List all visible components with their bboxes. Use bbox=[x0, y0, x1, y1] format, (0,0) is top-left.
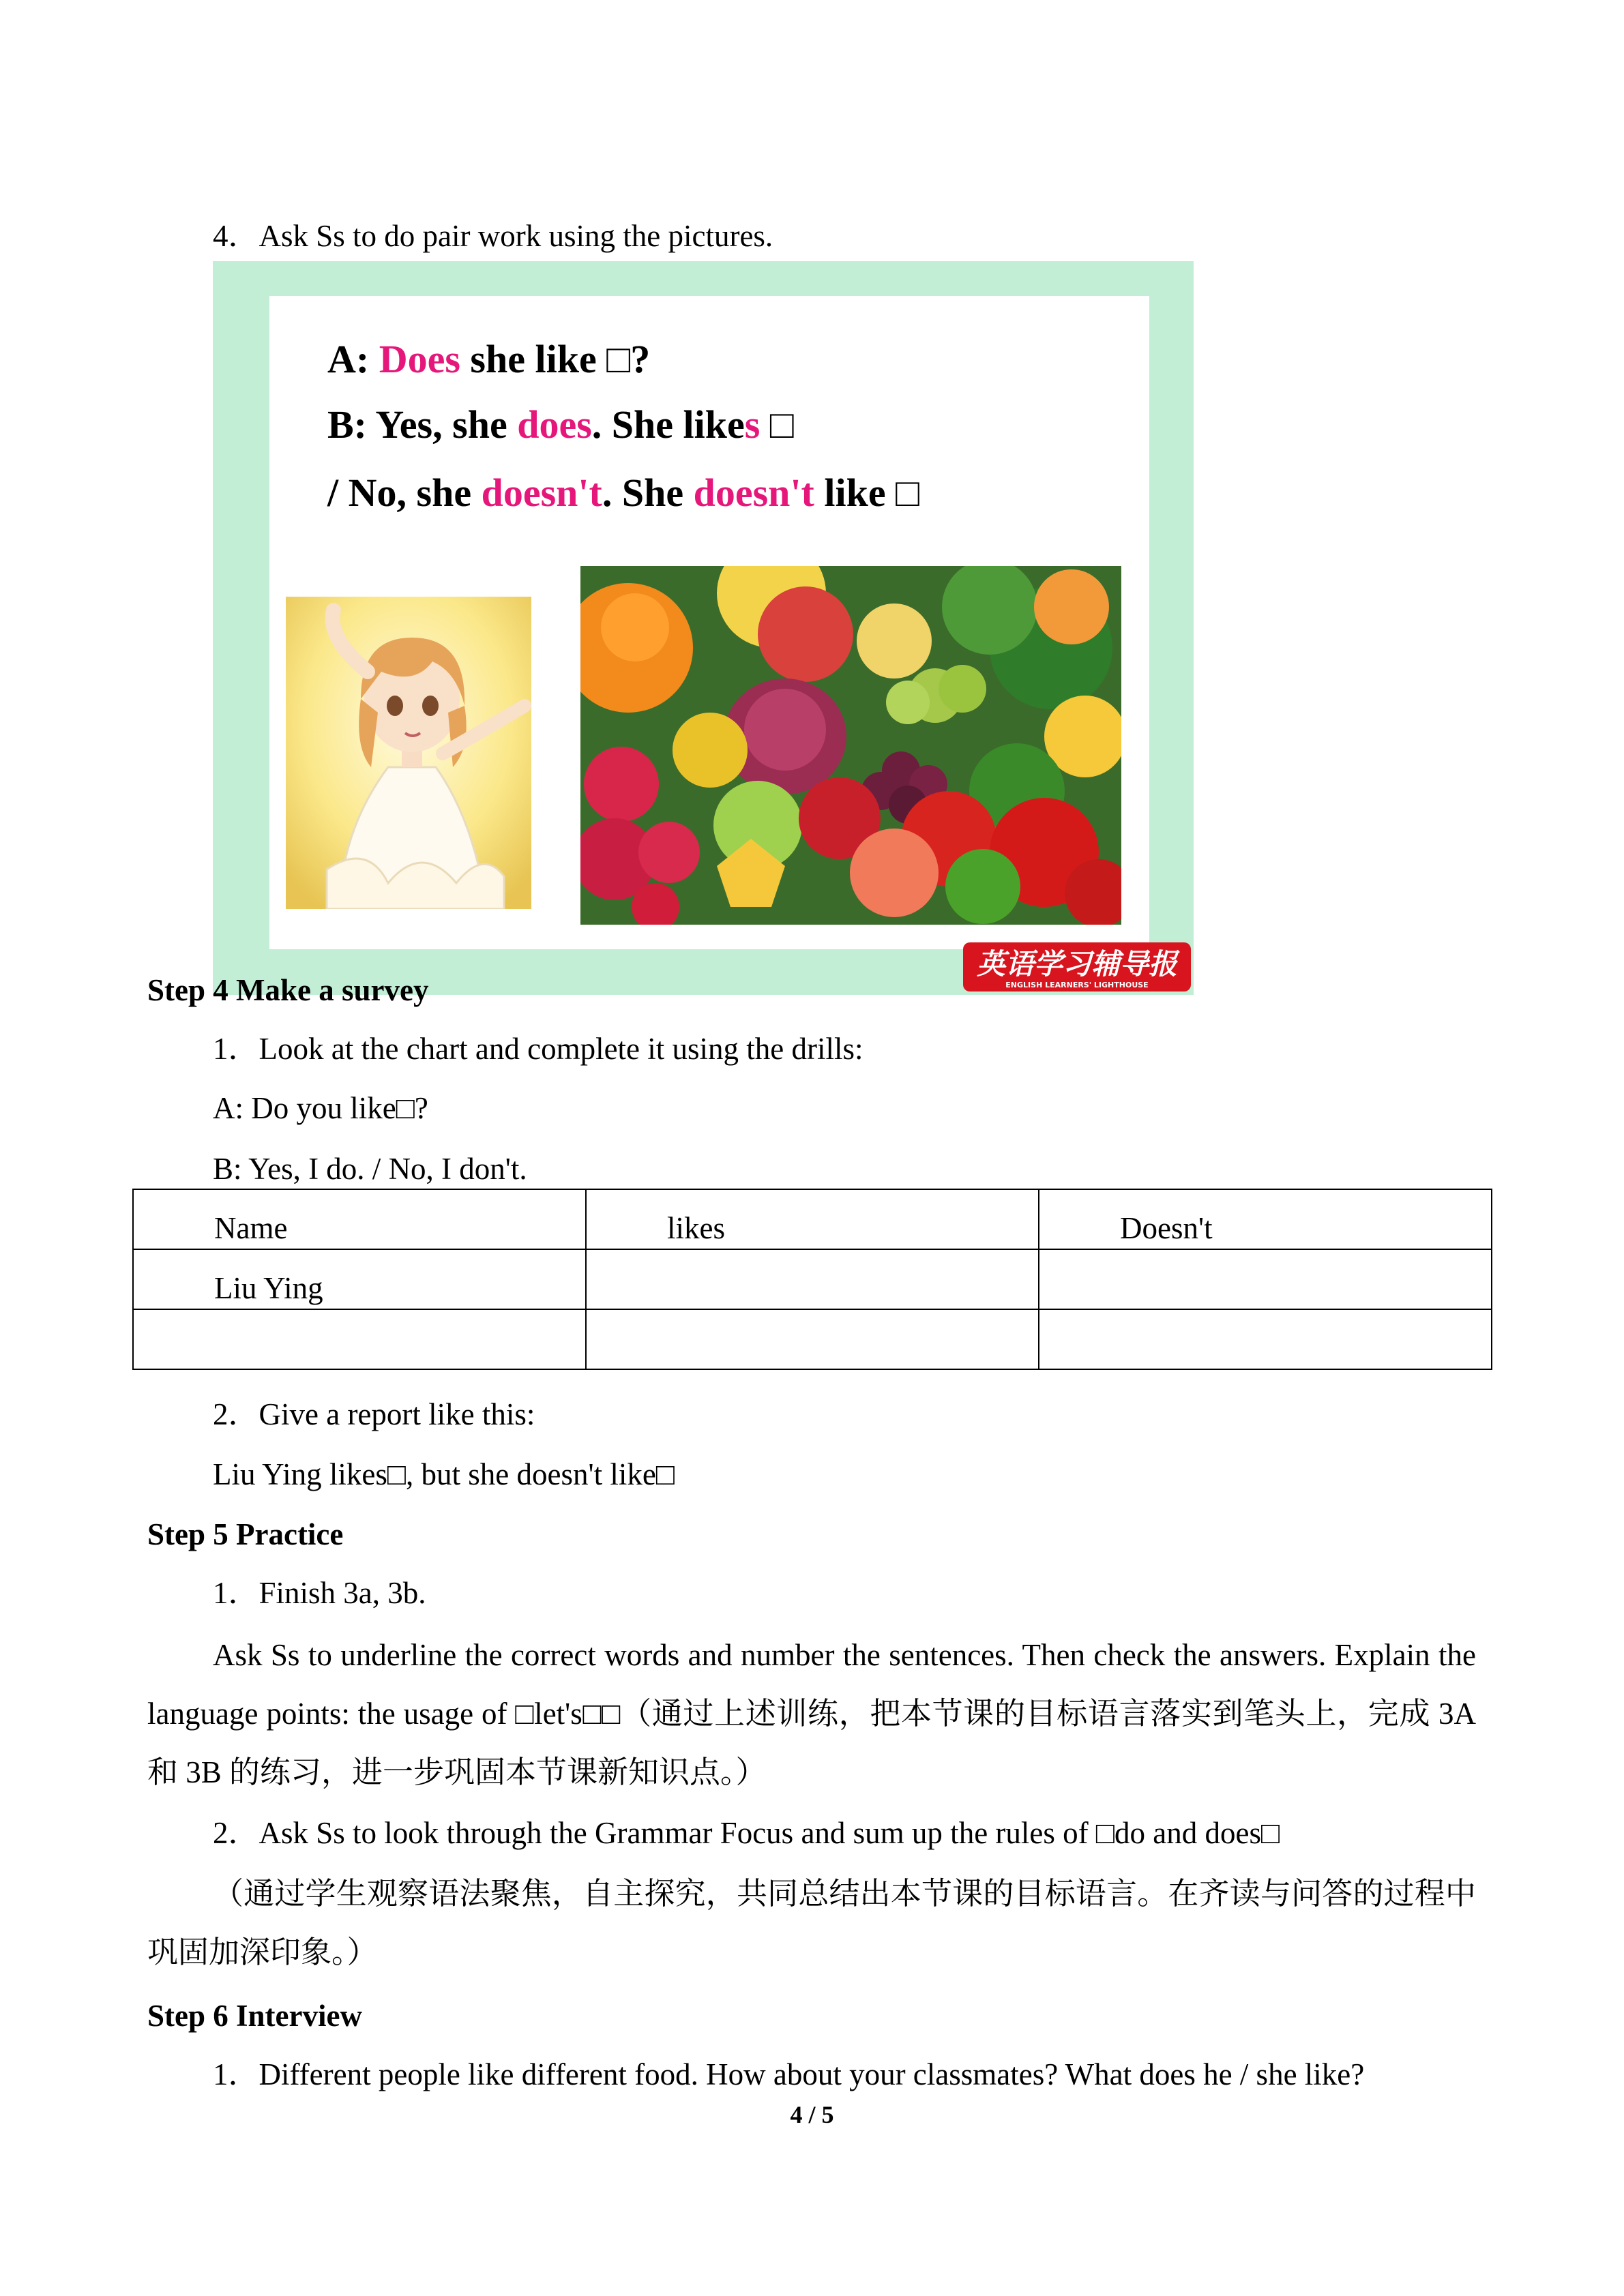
slide-line3-doesnt: doesn't bbox=[481, 471, 602, 515]
table-header-cell: Doesn't bbox=[1039, 1189, 1492, 1249]
table-row bbox=[133, 1309, 1492, 1369]
page-number: 4 / 5 bbox=[790, 2101, 834, 2128]
table-header-cell: likes bbox=[586, 1189, 1039, 1249]
step5-heading: Step 5 Practice bbox=[147, 1517, 344, 1551]
table-header-row bbox=[133, 1189, 1492, 1249]
table-cell bbox=[586, 1249, 1039, 1309]
table-cell bbox=[1039, 1249, 1492, 1309]
slide-line-no bbox=[327, 466, 919, 520]
slide-line-question bbox=[327, 332, 650, 387]
step6-heading: Step 6 Interview bbox=[147, 1999, 362, 2033]
step5-paragraph2: （通过学生观察语法聚焦，自主探究，共同总结出本节课的目标语言。在齐读与问答的过程中巩固加深印象。） bbox=[147, 1877, 1476, 1969]
table-cell: Liu Ying bbox=[133, 1249, 586, 1309]
step5-item2: 2．Ask Ss to look through the Grammar Focus and sum up the rules of □do and does□ bbox=[213, 1816, 1280, 1850]
step4-drill-b: B: Yes, I do. / No, I don't. bbox=[213, 1152, 527, 1186]
slide-line-yes bbox=[327, 398, 794, 452]
fruit-vegetable-picture bbox=[580, 566, 1121, 925]
slide-line2-does: does bbox=[517, 402, 592, 447]
table-cell bbox=[1039, 1309, 1492, 1369]
step4-item2: 2．Give a report like this: bbox=[213, 1397, 535, 1431]
slide-line1-does: Does bbox=[379, 337, 460, 381]
slide-line3-doesnt-2: doesn't bbox=[693, 471, 814, 515]
step4-heading: Step 4 Make a survey bbox=[147, 973, 429, 1007]
step4-item1: 1．Look at the chart and complete it using the drills: bbox=[213, 1032, 863, 1066]
slide-line2-c: . She like bbox=[591, 402, 745, 447]
logo-text: 英语学习辅导报 bbox=[976, 947, 1178, 981]
step4-report: Liu Ying likes□, but she doesn't like□ bbox=[213, 1457, 675, 1491]
girl-picture bbox=[286, 597, 531, 909]
slide-line3-a: / No, she bbox=[327, 471, 482, 515]
table-row bbox=[133, 1249, 1492, 1309]
survey-table bbox=[132, 1189, 1492, 1370]
table-cell bbox=[133, 1309, 586, 1369]
step5-item1: 1．Finish 3a, 3b. bbox=[213, 1576, 426, 1610]
slide-line3-e: like □ bbox=[814, 471, 920, 515]
table-header-cell: Name bbox=[133, 1189, 586, 1249]
slide-line2-a: B: Yes, she bbox=[327, 402, 518, 447]
slide-line1-c: she like □? bbox=[460, 337, 651, 381]
table-cell bbox=[586, 1309, 1039, 1369]
step5-paragraph1: Ask Ss to underline the correct words and number the sentences. Then check the answers. Explain the language points: the usage of □let's□□（通过上述训练，把本节课的目标语言落实到笔头上，完成 3A 和 3B 的练习，进一步巩固本节课新知识点。） bbox=[147, 1638, 1476, 1789]
newspaper-logo bbox=[960, 940, 1194, 994]
step4-drill-a: A: Do you like□? bbox=[213, 1091, 428, 1125]
slide-line1-a: A: bbox=[327, 337, 379, 381]
logo-subtext: ENGLISH LEARNERS' LIGHTHOUSE bbox=[1005, 981, 1149, 989]
slide-line2-e: □ bbox=[760, 402, 794, 447]
step6-item1: 1．Different people like different food. How about your classmates? What does he / she like? bbox=[213, 2057, 1365, 2091]
slide-line2-s: s bbox=[744, 402, 761, 447]
slide-line3-c: . She bbox=[602, 471, 694, 515]
step3-item4: 4．Ask Ss to do pair work using the pictures. bbox=[213, 219, 773, 253]
